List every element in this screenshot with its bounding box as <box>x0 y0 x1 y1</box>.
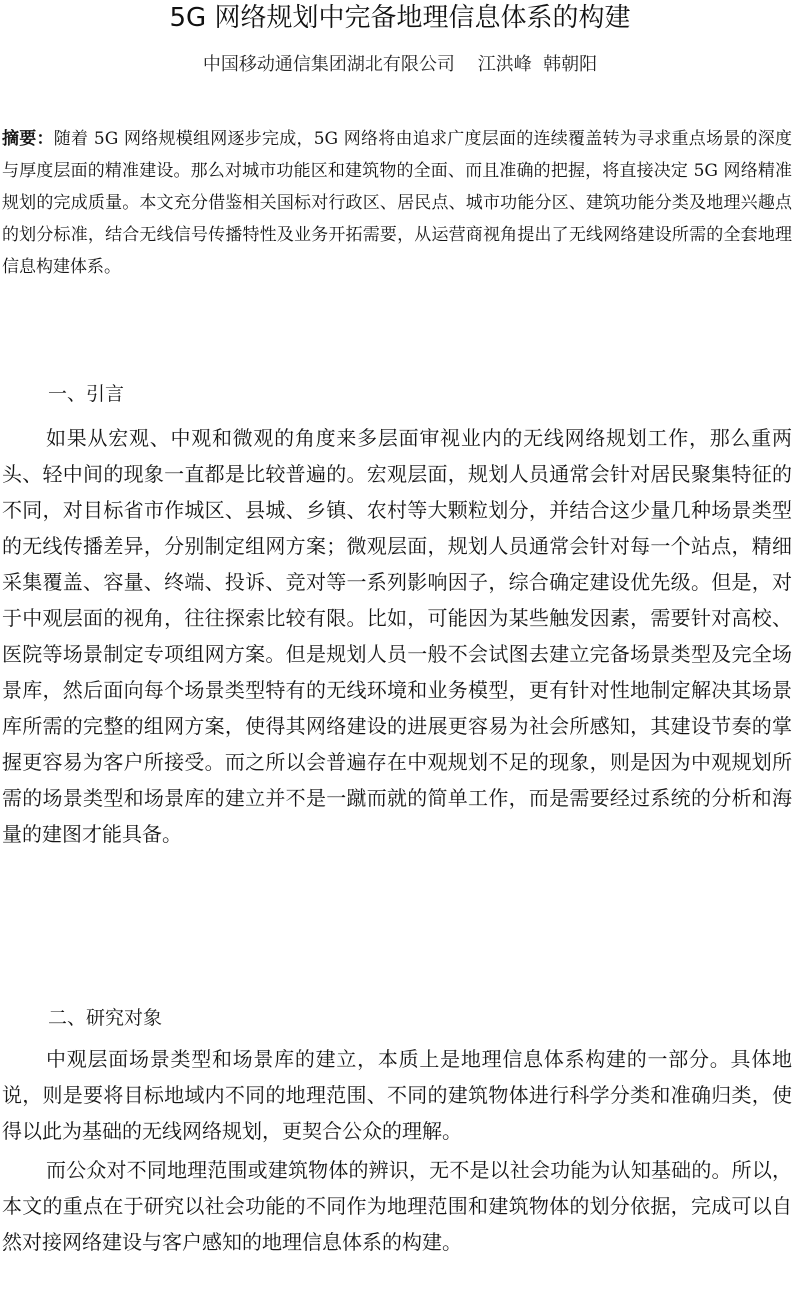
author-affiliation-line: 中国移动通信集团湖北有限公司 江洪峰 韩朝阳 <box>202 54 598 75</box>
abstract <box>2 123 792 283</box>
introduction-paragraph: 如果从宏观、中观和微观的角度来多层面审视业内的无线网络规划工作，那么重两头、轻中间的现象一直都是比较普遍的。宏观层面，规划人员通常会针对居民聚集特征的不同，对目标省市作城区、县城、乡镇、农村等大颗粒划分，并结合这少量几种场景类型的无线传播差异，分别制定组网方案；微观层面，规划人员通常会针对每一个站点，精细采集覆盖、容量、终端、投诉、竞对等一系列影响因子，综合确定建设优先级。但是，对于中观层面的视角，往往探索比较有限。比如，可能因为某些触发因素，需要针对高校、医院等场景制定专项组网方案。但是规划人员一般不会试图去建立完备场景类型及完全场景库，然后面向每个场景类型特有的无线环境和业务模型，更有针对性地制定解决其场景库所需的完整的组网方案，使得其网络建设的进展更容易为社会所感知，其建设节奏的掌握更容易为客户所接受。而之所以会普遍存在中观规划不足的现象，则是因为中观规划所需的场景类型和场景库的建立并不是一蹴而就的简单工作，而是需要经过系统的分析和海量的建图才能具备。 <box>2 426 792 846</box>
research-object-paragraph-1: 中观层面场景类型和场景库的建立，本质上是地理信息体系构建的一部分。具体地说，则是要将目标地域内不同的地理范围、不同的建筑物体进行科学分类和准确归类，使得以此为基础的无线网络规划，更契合公众的理解。 <box>2 1047 792 1143</box>
research-object-paragraph-2: 而公众对不同地理范围或建筑物体的辨识，无不是以社会功能为认知基础的。所以，本文的重点在于研究以社会功能的不同作为地理范围和建筑物体的划分依据，完成可以自然对接网络建设与客户感知的地理信息体系的构建。 <box>2 1158 792 1254</box>
section-heading-research-object: 二、研究对象 <box>48 1007 163 1029</box>
abstract-label: 摘要： <box>2 129 54 149</box>
section-heading-introduction: 一、引言 <box>48 383 125 405</box>
abstract-text: 随着 5G 网络规模组网逐步完成，5G 网络将由追求广度层面的连续覆盖转为寻求重点场景的深度与厚度层面的精准建设。那么对城市功能区和建筑物的全面、而且准确的把握，将直接决定 5G 网络精准规划的完成质量。本文充分借鉴相关国标对行政区、居民点、城市功能分区、建筑功能分类及地理兴趣点的划分标准，结合无线信号传播特性及业务开拓需要，从运营商视角提出了无线网络建设所需的全套地理信息构建体系。 <box>2 129 792 277</box>
paper-title: 5G 网络规划中完备地理信息体系的构建 <box>169 3 631 33</box>
